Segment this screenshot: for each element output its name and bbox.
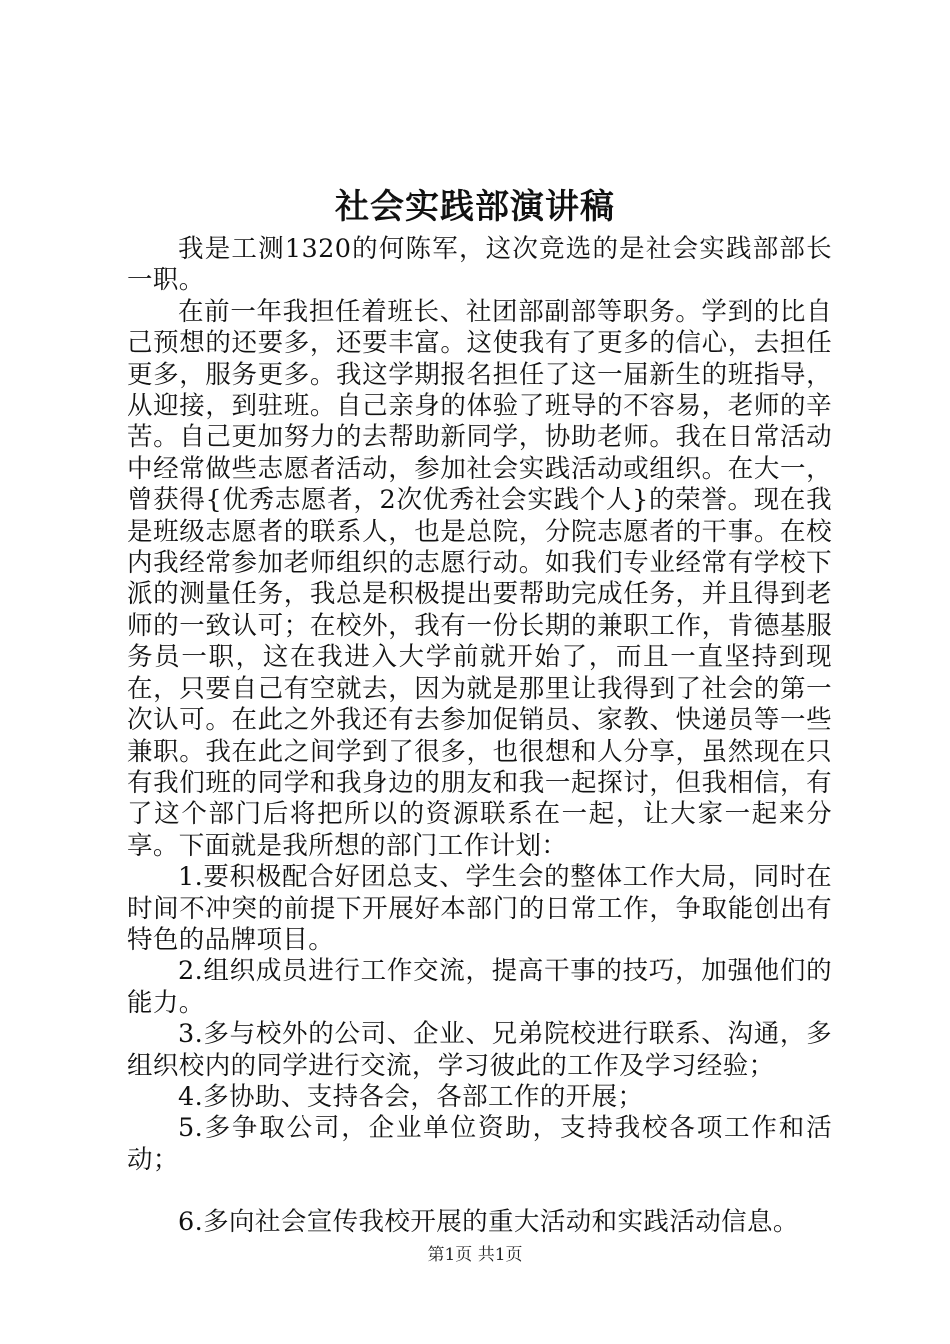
- plan-item-4: 4.多协助、支持各会，各部工作的开展；: [178, 1081, 644, 1112]
- page-footer: 第1页 共1页: [427, 1245, 523, 1265]
- plan-item-2: 2.组织成员进行工作交流，提高干事的技巧，加强他们的能力。: [127, 956, 832, 1018]
- plan-item-5: 5.多争取公司，企业单位资助，支持我校各项工作和活动；: [127, 1113, 832, 1175]
- plan-item-1: 1.要积极配合好团总支、学生会的整体工作大局，同时在时间不冲突的前提下开展好本部门的日常工作，争取能创出有特色的品牌项目。: [127, 862, 832, 955]
- document-title: 社会实践部演讲稿: [335, 187, 615, 227]
- paragraph-intro: 我是工测1320的何陈军，这次竞选的是社会实践部部长一职。: [127, 234, 832, 296]
- plan-item-3: 3.多与校外的公司、企业、兄弟院校进行联系、沟通，多组织校内的同学进行交流，学习彼此的工作及学习经验；: [127, 1019, 832, 1081]
- paragraph-experience: 在前一年我担任着班长、社团部副部等职务。学到的比自己预想的还要多，还要丰富。这使我有了更多的信心，去担任更多，服务更多。我这学期报名担任了这一届新生的班指导，从迎接，到驻班。自己亲身的体验了班导的不容易，老师的辛苦。自己更加努力的去帮助新同学，协助老师。我在日常活动中经常做些志愿者活动，参加社会实践活动或组织。在大一，曾获得{优秀志愿者，2次优秀社会实践个人}的荣誉。现在我是班级志愿者的联系人，也是总院，分院志愿者的干事。在校内我经常参加老师组织的志愿行动。如我们专业经常有学校下派的测量任务，我总是积极提出要帮助完成任务，并且得到老师的一致认可；在校外，我有一份长期的兼职工作，肯德基服务员一职，这在我进入大学前就开始了，而且一直坚持到现在，只要自己有空就去，因为就是那里让我得到了社会的第一次认可。在此之外我还有去参加促销员、家教、快递员等一些兼职。我在此之间学到了很多，也很想和人分享，虽然现在只有我们班的同学和我身边的朋友和我一起探讨，但我相信，有了这个部门后将把所以的资源联系在一起，让大家一起来分享。下面就是我所想的部门工作计划：: [127, 296, 832, 861]
- document-body: [127, 234, 832, 1239]
- plan-item-6: 6.多向社会宣传我校开展的重大活动和实践活动信息。: [178, 1207, 799, 1238]
